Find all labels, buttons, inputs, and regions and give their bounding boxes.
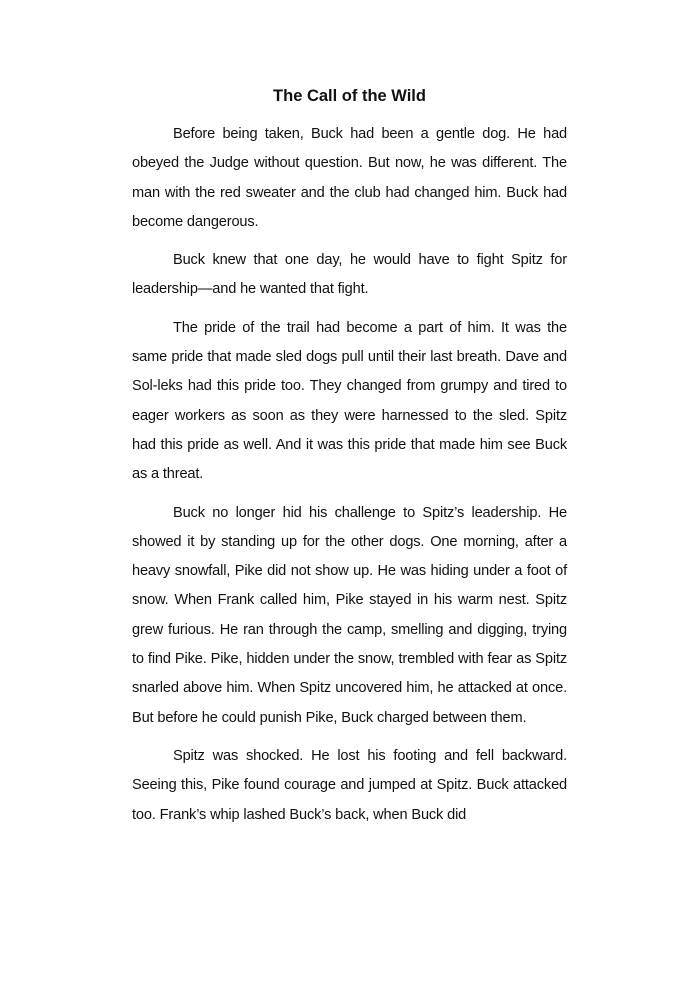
paragraph: Spitz was shocked. He lost his footing and fell backward. Seeing this, Pike found courage and jumped at Spitz. Buck attacked too. Frank’s whip lashed Buck’s back, when Buck did: [132, 747, 567, 823]
paragraph: Buck no longer hid his challenge to Spitz’s leadership. He showed it by standing up for the other dogs. One morning, after a heavy snowfall, Pike did not show up. He was hiding under a foot of snow. When Frank called him, Pike stayed in his warm nest. Spitz grew furious. He ran through the camp, smelling and digging, trying to find Pike. Pike, hidden under the snow, trembled with fear as Spitz snarled above him. When Spitz uncovered him, he attacked at once. But before he could punish Pike, Buck charged between them.: [132, 504, 567, 726]
document-body: [132, 84, 567, 839]
paragraph: The pride of the trail had become a part of him. It was the same pride that made sled dogs pull until their last breath. Dave and Sol-leks had this pride too. They changed from grumpy and tired to eager workers as soon as they were harnessed to the sled. Spitz had this pride as well. And it was this pride that made him see Buck as a threat.: [132, 319, 567, 483]
paragraph: Buck knew that one day, he would have to fight Spitz for leadership—and he wanted that fight.: [132, 252, 567, 298]
document-title: The Call of the Wild: [273, 87, 426, 105]
paragraph: Before being taken, Buck had been a gentle dog. He had obeyed the Judge without question. But now, he was different. The man with the red sweater and the club had changed him. Buck had become dangerous.: [132, 126, 567, 230]
